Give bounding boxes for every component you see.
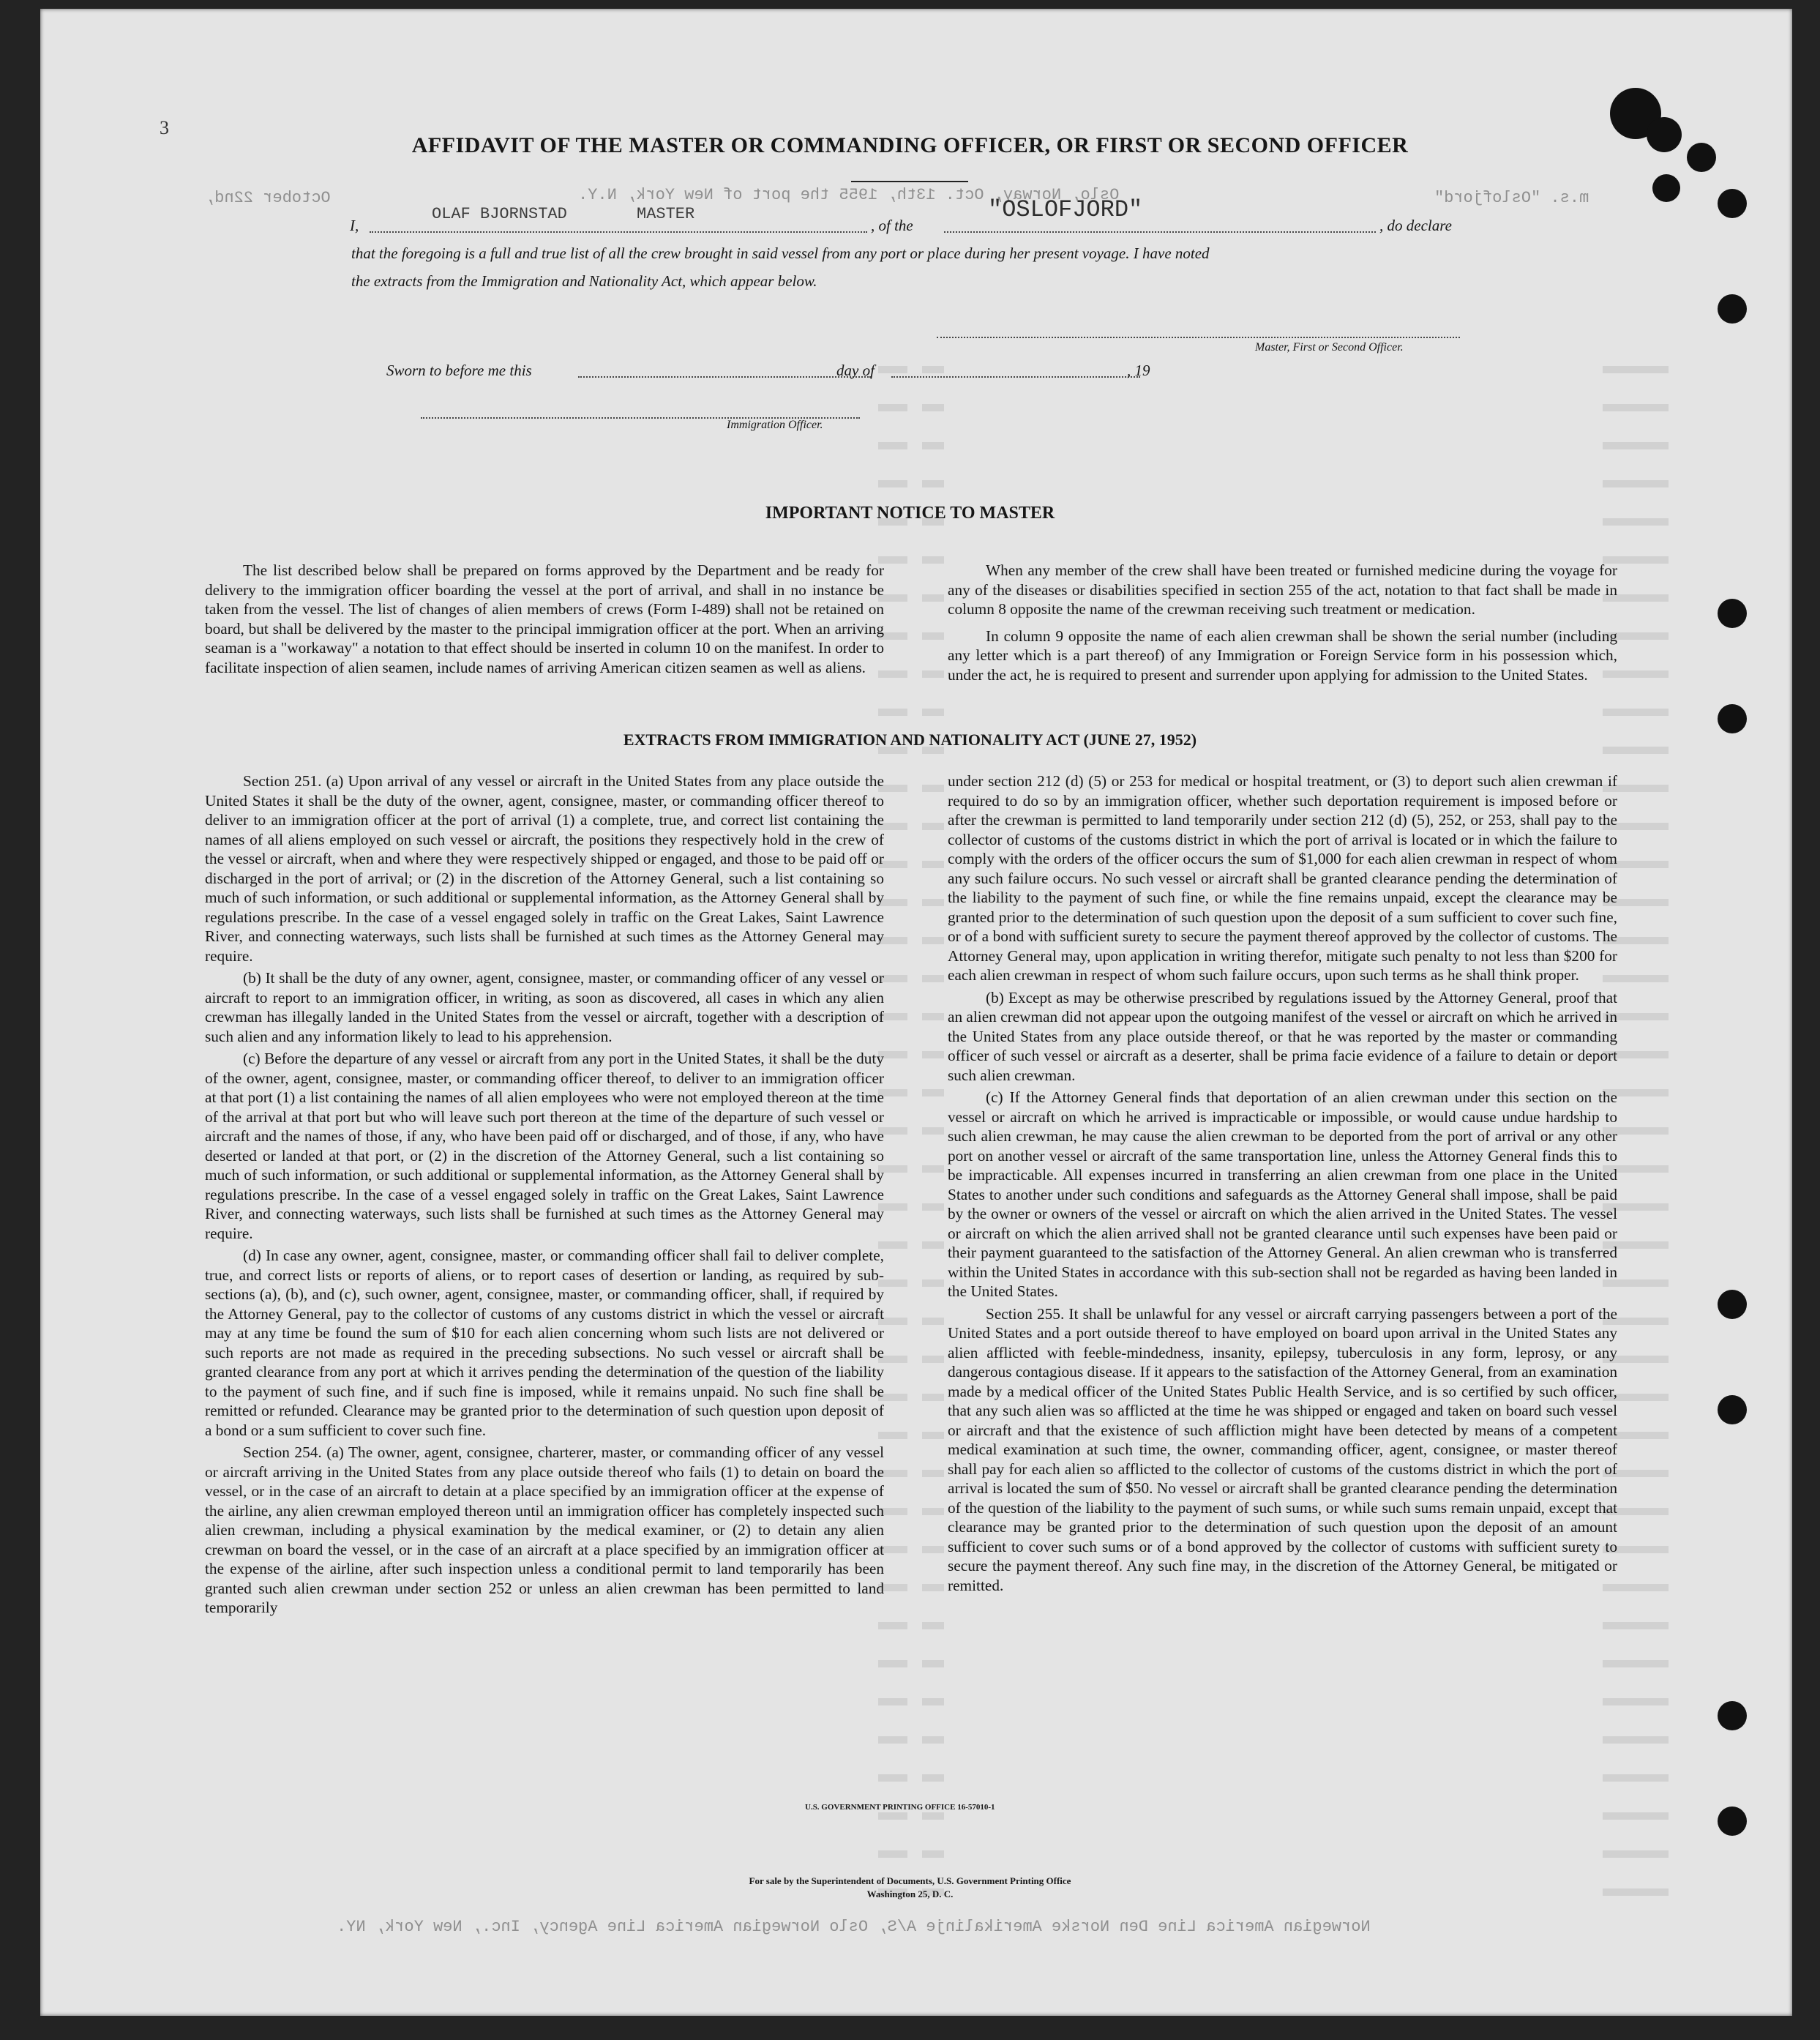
ghost-row-mark: [1603, 1812, 1669, 1820]
ghost-row-mark: [1603, 1774, 1669, 1782]
ghost-row-mark: [1603, 709, 1669, 716]
punch-hole: [1718, 1701, 1747, 1730]
ghost-row-mark: [922, 1850, 944, 1858]
ghost-row-mark: [922, 480, 944, 487]
vessel-name: "OSLOFJORD": [988, 196, 1143, 223]
label-of-the: , of the: [871, 217, 913, 234]
extracts-heading: EXTRACTS FROM IMMIGRATION AND NATIONALITY ACT (JUNE 27, 1952): [623, 731, 1197, 749]
ghost-row-mark: [922, 709, 944, 716]
ghost-row-mark: [878, 404, 907, 411]
ghost-row-mark: [922, 1165, 944, 1173]
ghost-row-mark: [878, 442, 907, 449]
ghost-row-mark: [922, 1279, 944, 1287]
ghost-row-mark: [922, 975, 944, 982]
punch-hole: [1718, 294, 1747, 324]
ghost-row-mark: [922, 1013, 944, 1020]
master-name-line: [370, 231, 867, 233]
label-do-declare: , do declare: [1379, 217, 1452, 234]
ghost-row-mark: [878, 1698, 907, 1705]
master-signature-line: [937, 337, 1460, 338]
label-i: I,: [350, 217, 359, 234]
ghost-row-mark: [878, 1736, 907, 1744]
notice-right: [948, 561, 1617, 687]
ghost-row-mark: [922, 1584, 944, 1591]
gpo-mark: U.S. GOVERNMENT PRINTING OFFICE 16-57010-1: [805, 1803, 995, 1812]
sworn-label: Sworn to before me this: [386, 362, 532, 379]
section-251-a: Section 251. (a) Upon arrival of any vessel or aircraft in the United States from any place outside the United States it shall be the duty of the owner, agent, consignee, master, or commanding officer thereof to deliver to an immigration officer at the port of arrival (1) a complete, true, and correct list containing the names of all aliens employed on such vessel or aircraft, the positions they respectively hold in the crew of the vessel or aircraft, when and where they were respectively shipped or engaged, and those to be paid off or discharged in the port of arrival; or (2) in the discretion of the Attorney General, such a list containing so much of such information, or such additional or supplemental information, as the Attorney General shall by regulations prescribe. In the case of a vessel engaged solely in traffic on the Great Lakes, Saint Lawrence River, and connecting waterways, such lists shall be furnished at such times as the Attorney General may require.: [205, 772, 884, 965]
ghost-row-mark: [1603, 1622, 1669, 1629]
extracts-right: [948, 771, 1617, 1598]
ghost-row-mark: [922, 1241, 944, 1249]
ghost-row-mark: [922, 1356, 944, 1363]
ghost-row-mark: [922, 1660, 944, 1667]
day-of-label: day of: [836, 362, 875, 379]
ghost-row-mark: [922, 1736, 944, 1744]
ghost-text: Norwegian America Line Den Norske Amerikalinje A/S, Oslo Norwegian America Line Agency, Inc., New York, NY.: [337, 1918, 1371, 1936]
ghost-text: October 22nd,: [205, 189, 331, 207]
ghost-row-mark: [922, 937, 944, 944]
notice-heading: IMPORTANT NOTICE TO MASTER: [765, 504, 1055, 523]
ghost-row-mark: [1603, 1736, 1669, 1744]
ghost-row-mark: [878, 1812, 907, 1820]
notice-left: [205, 561, 884, 680]
ghost-row-mark: [878, 1622, 907, 1629]
ghost-row-mark: [922, 1127, 944, 1135]
ghost-row-mark: [1603, 480, 1669, 487]
sale-line-1: For sale by the Superintendent of Documents, U.S. Government Printing Office: [749, 1875, 1071, 1886]
ghost-row-mark: [922, 404, 944, 411]
ghost-row-mark: [878, 366, 907, 373]
punch-hole: [1718, 704, 1747, 733]
ghost-row-mark: [922, 632, 944, 640]
ghost-row-mark: [922, 1318, 944, 1325]
ghost-row-mark: [922, 1432, 944, 1439]
sworn-month-line: [891, 376, 1140, 378]
ghost-row-mark: [878, 1850, 907, 1858]
ghost-row-mark: [878, 1774, 907, 1782]
ghost-row-mark: [922, 594, 944, 602]
sale-line-2: Washington 25, D. C.: [866, 1888, 954, 1899]
nineteen-label: , 19: [1127, 362, 1150, 379]
ghost-row-mark: [922, 670, 944, 678]
affidavit-line3: the extracts from the Immigration and Nationality Act, which appear below.: [351, 272, 817, 290]
affidavit-line2: that the foregoing is a full and true list of all the crew brought in said vessel from any port or place during her present voyage. I have noted: [351, 244, 1210, 262]
ghost-text: m.s. "Oslofjord": [1434, 189, 1589, 207]
notice-right-para-2: In column 9 opposite the name of each alien crewman shall be shown the serial number (including any letter which is a part thereof) of any Immigration or Foreign Service form in his possession which, under the act, he is required to present and surrender upon applying for admission to the United States.: [948, 627, 1617, 684]
section-254-a: Section 254. (a) The owner, agent, consignee, charterer, master, or commanding officer of any vessel or aircraft arriving in the United States from any place outside thereof who fails (1) to detain on board the vessel, or in the case of an aircraft to detain at a place specified by an immigration officer at the expense of the airline, any alien crewman employed thereon until an immigration officer has completely inspected such alien crewman, including a physical examination by the medical examiner, or (2) to detain any alien crewman on board the vessel, or in the case of an aircraft at a place specified by an immigration officer at the expense of the airline, after such inspection unless a conditional permit to land temporarily has been granted such alien crewman under section 252 or unless an alien crewman has been permitted to land temporarily: [205, 1443, 884, 1616]
ghost-row-mark: [922, 1203, 944, 1211]
section-251-d: (d) In case any owner, agent, consignee, master, or commanding officer shall fail to deliver complete, true, and correct lists or reports of aliens, or to report cases of desertion or landing, as required by sub-sections (a), (b), and (c), such owner, agent, consignee, master, or commanding officer, shall, if required by the Attorney General, pay to the collector of customs of any customs district in which the vessel or aircraft may at any time be found the sum of $10 for each alien concerning whom such lists are not delivered or such reports are not made as required in the preceding subsections. No such vessel or aircraft shall be granted clearance from any port at which it arrives pending the determination of the question of the liability to the payment of such fine, and if such fine is imposed, while it remains unpaid. No such fine shall be remitted or refunded. Clearance may be granted prior to the determination of such question upon deposit of a bond or a sum sufficient to cover such fine.: [205, 1247, 884, 1439]
section-251-b: (b) It shall be the duty of any owner, agent, consignee, master, or commanding officer of any vessel or aircraft to report to an immigration officer, in writing, as soon as discovered, all cases in which any alien crewman has illegally landed in the United States from the vessel or aircraft, together with a description of such alien and any information likely to lead to his apprehension.: [205, 969, 884, 1045]
section-254-a-cont: under section 212 (d) (5) or 253 for medical or hospital treatment, or (3) to deport such alien crewman if required to do so by an immigration officer, whether such deportation requirement is imposed before or after the crewman is permitted to land temporarily under section 212 (d) (5), 252, or 253, shall pay to the collector of customs of the customs district in which the port of arrival is located or in which the failure to comply with the orders of the officer occurs the sum of $1,000 for each alien crewman in respect of whom any such failure occurs. No such vessel or aircraft shall be granted clearance pending the determination of the liability to the payment of such fine, or while the fine remains unpaid, except the clearance may be granted prior to the determination of such question upon the deposit of a sum sufficient to cover such fine, or of a bond with sufficient surety to secure the payment thereof approved by the collector of customs. The Attorney General may, upon application in writing therefor, mitigate such penalty to not less than $200 for each alien crewman in respect of whom such failure occurs, upon such terms as he shall think proper.: [948, 772, 1617, 984]
title-rule: [851, 181, 968, 182]
sworn-day-line: [578, 376, 871, 378]
ghost-row-mark: [878, 709, 907, 716]
ghost-row-mark: [922, 861, 944, 868]
ghost-row-mark: [922, 1812, 944, 1820]
section-255: Section 255. It shall be unlawful for any vessel or aircraft carrying passengers between a port of the United States and a port outside thereof to have employed on board upon arrival in the United States any alien afflicted with feeble-mindedness, insanity, epilepsy, tuberculosis in any form, leprosy, or any dangerous contagious disease. If it appears to the satisfaction of the Attorney General, from an examination made by a medical officer of the United States Public Health Service, and is so certified by such officer, that any such alien was so afflicted at the time he was shipped or engaged and taken on board such vessel or aircraft and that the existence of such affliction might have been detected by means of a competent medical examination at such time, the owner, commanding officer, agent, consignee, or master thereof shall pay for each alien so afflicted to the collector of customs of the customs district in which the port of arrival is located the sum of $50. No vessel or aircraft shall be granted clearance pending the determination of the question of the liability to the payment of such sums, or while such sums remain unpaid, except that clearance may be granted prior to the determination of such question upon the deposit of an amount sufficient to cover such sums or of a bond approved by the collector of customs with sufficient surety to secure the payment thereof. Any such fine may, in the discretion of the Attorney General, be mitigated or remitted.: [948, 1304, 1617, 1594]
ghost-row-mark: [922, 556, 944, 564]
ghost-row-mark: [922, 1394, 944, 1401]
ghost-row-mark: [1603, 366, 1669, 373]
section-251-c: (c) Before the departure of any vessel or aircraft from any port in the United States, it shall be the duty of the owner, agent, consignee, master, or commanding officer thereof, to deliver to an immigration officer at that port (1) a list containing the names of all alien employees who were not employed thereon at the time of the arrival at that port but who will leave such port thereon at the time of the departure of such vessel or aircraft and the names of those, if any, who have been paid off or discharged, and of those, if any, who have deserted or landed at that port, or (2) in the discretion of the Attorney General, such a list containing so much of such information, or such additional or supplemental information, as the Attorney General shall by regulations prescribe. In the case of a vessel engaged solely in traffic on the Great Lakes, Saint Lawrence River, and connecting waterways, such lists shall be furnished at such times as the Attorney General may require.: [205, 1050, 884, 1242]
ghost-row-mark: [922, 823, 944, 830]
notice-left-para: The list described below shall be prepared on forms approved by the Department and be ready for delivery to the immigration officer boarding the vessel at the port of arrival, and shall in no instance be taken from the vessel. The list of changes of alien members of crews (Form I-489) shall not be retained on board, but shall be delivered by the master to the principal immigration officer at the port. When an arriving seaman is a "workaway" a notation to that effect should be inserted in column 10 on the manifest. In order to facilitate inspection of alien seamen, include names of arriving American citizen seamen as well as aliens.: [205, 561, 884, 676]
ghost-row-mark: [1603, 1850, 1669, 1858]
section-254-c: (c) If the Attorney General finds that deportation of an alien crewman under this section on the vessel or aircraft on which he arrived is impracticable or impossible, or would cause undue hardship to such alien crewman, he may cause the alien crewman to be deported from the port of arrival or any other port on another vessel or aircraft of the same transportation line, unless the Attorney General finds this to be impracticable. All expenses incurred in transferring an alien crewman from one place in the United States to another under such conditions and safeguards as the Attorney General shall impose, shall be paid by the owner or owners of the vessel or aircraft on which the alien arrived in the United States. The vessel or aircraft on which the alien arrived shall not be granted clearance until such expenses have been paid or their payment guaranteed to the satisfaction of the Attorney General. An alien crewman who is transferred within the United States in accordance with this sub-section shall not be regarded as having been landed in the United States.: [948, 1088, 1617, 1300]
immigration-officer-label: Immigration Officer.: [727, 419, 823, 431]
ghost-row-mark: [922, 899, 944, 906]
ink-blot: [1652, 174, 1680, 202]
master-rank: MASTER: [637, 205, 695, 223]
punch-hole: [1718, 599, 1747, 628]
ghost-row-mark: [922, 1546, 944, 1553]
ghost-row-mark: [922, 785, 944, 792]
ghost-row-mark: [878, 480, 907, 487]
ghost-row-mark: [922, 1508, 944, 1515]
ghost-row-mark: [922, 1051, 944, 1058]
master-name: OLAF BJORNSTAD: [432, 205, 567, 223]
ghost-row-mark: [1603, 1660, 1669, 1667]
punch-hole: [1718, 189, 1747, 218]
punch-hole: [1718, 1395, 1747, 1424]
punch-hole: [1718, 1807, 1747, 1836]
ghost-row-mark: [922, 1698, 944, 1705]
ghost-row-mark: [1603, 404, 1669, 411]
ghost-row-mark: [922, 442, 944, 449]
ghost-row-mark: [1603, 1698, 1669, 1705]
extracts-left: [205, 771, 884, 1621]
ghost-row-mark: [1603, 442, 1669, 449]
master-label: Master, First or Second Officer.: [1255, 341, 1404, 354]
notice-right-para-1: When any member of the crew shall have been treated or furnished medicine during the voyage for any of the diseases or disabilities specified in section 255 of the act, notation to that fact shall be made in column 8 opposite the name of the crewman receiving such treatment or medication.: [948, 561, 1617, 618]
ghost-row-mark: [922, 1470, 944, 1477]
ghost-text: Oslo, Norway, Oct. 13th, 1955 the port of New York, N.Y.: [578, 186, 1120, 204]
section-254-b: (b) Except as may be otherwise prescribed by regulations issued by the Attorney General, proof that an alien crewman did not appear upon the outgoing manifest of the vessel or aircraft on which he arrived in the United States from any place outside thereof, or that he was reported by the master or commanding officer of such vessel or aircraft as a deserter, shall be prima facie evidence of a failure to detain or deport such alien crewman.: [948, 988, 1617, 1084]
ghost-row-mark: [922, 1622, 944, 1629]
form-title: AFFIDAVIT OF THE MASTER OR COMMANDING OFFICER, OR FIRST OR SECOND OFFICER: [411, 133, 1409, 157]
ghost-row-mark: [922, 1089, 944, 1096]
ghost-row-mark: [878, 1660, 907, 1667]
vessel-line: [944, 231, 1376, 233]
page-mark: 3: [160, 117, 169, 138]
punch-hole: [1718, 1290, 1747, 1319]
ghost-row-mark: [922, 1774, 944, 1782]
ghost-row-mark: [922, 366, 944, 373]
